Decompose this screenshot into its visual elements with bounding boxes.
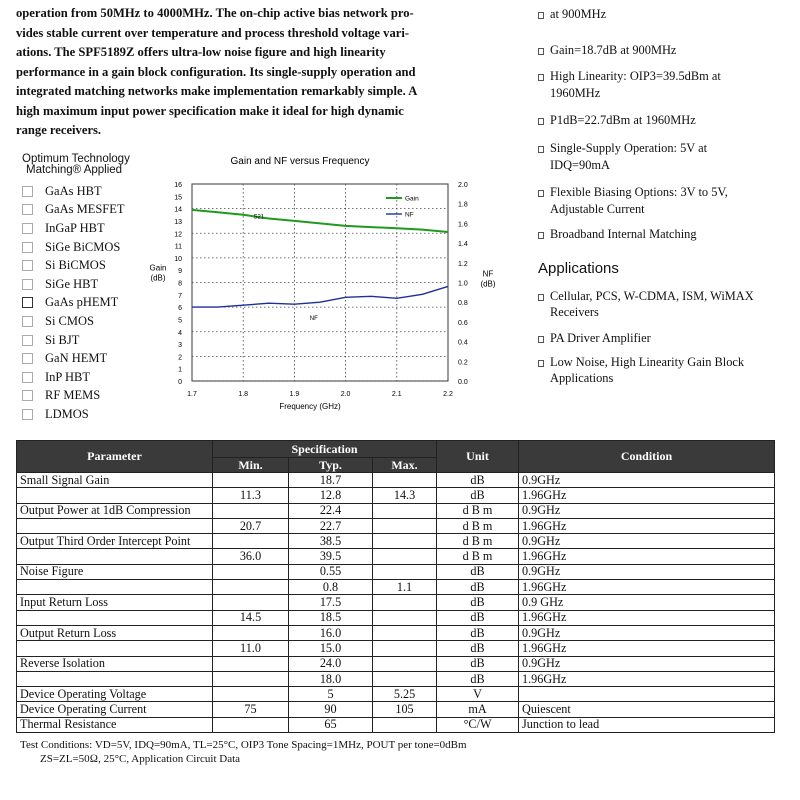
cell-max bbox=[373, 656, 437, 671]
cell-min: 11.0 bbox=[213, 641, 289, 656]
cell-typ: 5 bbox=[289, 687, 373, 702]
y-tick-right: 0.0 bbox=[458, 379, 468, 386]
table-row bbox=[17, 641, 775, 656]
test-conditions-footnote bbox=[20, 738, 467, 766]
cell-unit: dB bbox=[437, 641, 519, 656]
cell-unit: dB bbox=[437, 473, 519, 488]
technology-label: RF MEMS bbox=[45, 388, 101, 403]
cell-parameter: Thermal Resistance bbox=[17, 717, 213, 732]
y-tick-left: 13 bbox=[174, 218, 182, 226]
cell-min bbox=[213, 595, 289, 610]
cell-min bbox=[213, 534, 289, 549]
x-tick: 1.9 bbox=[289, 391, 300, 398]
technology-label: GaAs MESFET bbox=[45, 202, 125, 217]
cell-max: 105 bbox=[373, 702, 437, 717]
bullet-icon bbox=[538, 360, 544, 367]
technology-label: InGaP HBT bbox=[45, 220, 105, 235]
cell-condition: 0.9GHz bbox=[519, 625, 775, 640]
bullet-icon bbox=[538, 232, 544, 239]
cell-min bbox=[213, 671, 289, 686]
cell-unit: dB bbox=[437, 625, 519, 640]
intro-line: high maximum input power specification make it ideal for high dynamic bbox=[16, 103, 404, 118]
table-row bbox=[17, 717, 775, 732]
gain-nf-chart bbox=[140, 150, 510, 418]
checkbox-icon bbox=[22, 316, 33, 327]
x-axis-label: Frequency (GHz) bbox=[279, 402, 341, 411]
feature-item bbox=[538, 226, 770, 243]
cell-typ: 90 bbox=[289, 702, 373, 717]
cell-max bbox=[373, 503, 437, 518]
cell-max bbox=[373, 473, 437, 488]
application-item bbox=[538, 330, 770, 346]
y-tick-left: 0 bbox=[178, 379, 182, 386]
technology-label: Si CMOS bbox=[45, 313, 94, 328]
table-row bbox=[17, 656, 775, 671]
y-tick-left: 7 bbox=[178, 292, 182, 300]
table-row bbox=[17, 595, 775, 610]
cell-unit: dB bbox=[437, 564, 519, 579]
y-tick-left: 1 bbox=[178, 366, 182, 374]
cell-typ: 0.55 bbox=[289, 564, 373, 579]
technology-label: LDMOS bbox=[45, 406, 89, 421]
y-tick-right: 1.2 bbox=[458, 260, 468, 268]
cell-parameter bbox=[17, 549, 213, 564]
table-row bbox=[17, 702, 775, 717]
cell-unit: dB bbox=[437, 610, 519, 625]
y-tick-right: 2.0 bbox=[458, 182, 468, 189]
cell-condition: 1.96GHz bbox=[519, 641, 775, 656]
technology-title bbox=[22, 154, 130, 176]
cell-unit: dB bbox=[437, 595, 519, 610]
checkbox-icon bbox=[22, 409, 33, 420]
y-tick-right: 0.6 bbox=[458, 319, 468, 327]
cell-min bbox=[213, 687, 289, 702]
cell-unit: d B m bbox=[437, 503, 519, 518]
cell-condition: 1.96GHz bbox=[519, 671, 775, 686]
applications-title: Applications bbox=[538, 260, 619, 277]
technology-item bbox=[22, 182, 125, 201]
cell-max: 1.1 bbox=[373, 580, 437, 595]
feature-text: Broadband Internal Matching bbox=[550, 227, 697, 241]
cell-unit: d B m bbox=[437, 549, 519, 564]
table-row bbox=[17, 687, 775, 702]
cell-typ: 22.7 bbox=[289, 518, 373, 533]
cell-condition: 0.9GHz bbox=[519, 503, 775, 518]
cell-typ: 18.7 bbox=[289, 473, 373, 488]
y-axis-label-left-line2: (dB) bbox=[150, 273, 166, 283]
cell-parameter: Input Return Loss bbox=[17, 595, 213, 610]
cell-parameter bbox=[17, 518, 213, 533]
cell-unit: dB bbox=[437, 671, 519, 686]
footnote-line1: Test Conditions: VD=5V, IDQ=90mA, TL=25°C, OIP3 Tone Spacing=1MHz, POUT per tone=0dBm bbox=[20, 739, 467, 751]
cell-unit: V bbox=[437, 687, 519, 702]
feature-item bbox=[538, 112, 770, 129]
intro-line: range receivers. bbox=[16, 123, 102, 137]
application-text: PA Driver Amplifier bbox=[550, 331, 651, 345]
bullet-icon bbox=[538, 74, 544, 81]
intro-line: vides stable current over temperature and process threshold voltage vari- bbox=[16, 25, 410, 40]
feature-text: Gain=18.7dB at 900MHz bbox=[550, 43, 677, 57]
cell-condition: Quiescent bbox=[519, 702, 775, 717]
bullet-icon bbox=[538, 118, 544, 125]
cell-typ: 12.8 bbox=[289, 488, 373, 503]
cell-typ: 24.0 bbox=[289, 656, 373, 671]
y-tick-left: 3 bbox=[178, 342, 182, 350]
y-tick-right: 0.2 bbox=[458, 359, 468, 367]
x-tick: 2.1 bbox=[391, 391, 402, 398]
intro-paragraph bbox=[16, 4, 526, 141]
cell-max bbox=[373, 641, 437, 656]
header-parameter: Parameter bbox=[17, 441, 213, 473]
cell-condition: 1.96GHz bbox=[519, 518, 775, 533]
cell-max bbox=[373, 518, 437, 533]
cell-condition: 0.9 GHz bbox=[519, 595, 775, 610]
y-tick-left: 4 bbox=[178, 329, 182, 337]
cell-min: 20.7 bbox=[213, 518, 289, 533]
annotation-nf: NF bbox=[309, 315, 318, 322]
cell-unit: mA bbox=[437, 702, 519, 717]
technology-item bbox=[22, 275, 125, 294]
cell-typ: 18.0 bbox=[289, 671, 373, 686]
cell-min: 36.0 bbox=[213, 549, 289, 564]
cell-unit: dB bbox=[437, 656, 519, 671]
table-row bbox=[17, 534, 775, 549]
cell-parameter bbox=[17, 641, 213, 656]
cell-condition: 0.9GHz bbox=[519, 534, 775, 549]
cell-max bbox=[373, 625, 437, 640]
technology-item bbox=[22, 387, 125, 406]
cell-condition: Junction to lead bbox=[519, 717, 775, 732]
feature-item bbox=[538, 184, 770, 217]
cell-unit: °C/W bbox=[437, 717, 519, 732]
x-tick: 1.7 bbox=[187, 391, 197, 398]
technology-list bbox=[22, 182, 125, 424]
technology-item bbox=[22, 256, 125, 275]
technology-label: GaAs HBT bbox=[45, 183, 102, 198]
cell-condition: 1.96GHz bbox=[519, 580, 775, 595]
table-row bbox=[17, 580, 775, 595]
cell-condition: 0.9GHz bbox=[519, 473, 775, 488]
feature-item bbox=[538, 140, 770, 173]
feature-item bbox=[538, 68, 770, 101]
chart-title: Gain and NF versus Frequency bbox=[230, 156, 370, 167]
cell-condition: 0.9GHz bbox=[519, 564, 775, 579]
bullet-icon bbox=[538, 294, 544, 301]
intro-line: ations. The SPF5189Z offers ultra-low noise figure and high linearity bbox=[16, 45, 386, 59]
x-tick: 2.0 bbox=[340, 391, 351, 398]
checkbox-icon bbox=[22, 260, 33, 271]
annotation-s21: S21 bbox=[253, 214, 265, 221]
x-tick: 2.2 bbox=[443, 391, 453, 398]
technology-item bbox=[22, 331, 125, 350]
technology-item bbox=[22, 238, 125, 257]
cell-condition bbox=[519, 687, 775, 702]
cell-parameter: Device Operating Voltage bbox=[17, 687, 213, 702]
table-row bbox=[17, 518, 775, 533]
y-tick-left: 11 bbox=[174, 243, 182, 251]
header-max: Max. bbox=[373, 458, 437, 473]
checkbox-icon bbox=[22, 335, 33, 346]
header-min: Min. bbox=[213, 458, 289, 473]
intro-line: performance in a gain block configuration. Its single-supply operation and bbox=[16, 64, 416, 79]
technology-label: SiGe HBT bbox=[45, 276, 99, 291]
y-tick-left: 15 bbox=[174, 194, 182, 202]
spec-table bbox=[16, 440, 775, 733]
cell-min bbox=[213, 503, 289, 518]
cell-parameter: Output Power at 1dB Compression bbox=[17, 503, 213, 518]
cell-min bbox=[213, 625, 289, 640]
spec-table-body bbox=[17, 473, 775, 733]
cell-parameter: Small Signal Gain bbox=[17, 473, 213, 488]
bullet-icon bbox=[538, 12, 544, 19]
y-tick-left: 5 bbox=[178, 317, 182, 325]
intro-line: integrated matching networks make implementation remarkably simple. A bbox=[16, 84, 418, 98]
footnote-line2: ZS=ZL=50Ω, 25°C, Application Circuit Data bbox=[40, 753, 241, 765]
cell-unit: d B m bbox=[437, 534, 519, 549]
cell-parameter: Noise Figure bbox=[17, 564, 213, 579]
table-row bbox=[17, 473, 775, 488]
feature-item bbox=[538, 42, 770, 59]
application-item bbox=[538, 288, 770, 320]
y-tick-left: 9 bbox=[178, 268, 182, 276]
cell-unit: d B m bbox=[437, 518, 519, 533]
table-row bbox=[17, 488, 775, 503]
table-row bbox=[17, 503, 775, 518]
cell-typ: 38.5 bbox=[289, 534, 373, 549]
bullet-icon bbox=[538, 190, 544, 197]
table-row bbox=[17, 610, 775, 625]
technology-item bbox=[22, 219, 125, 238]
y-tick-left: 10 bbox=[174, 255, 182, 263]
technology-label: SiGe BiCMOS bbox=[45, 239, 121, 254]
technology-item bbox=[22, 312, 125, 331]
technology-label: InP HBT bbox=[45, 369, 91, 384]
feature-text: Single-Supply Operation: 5V at IDQ=90mA bbox=[550, 141, 708, 172]
y-tick-right: 1.8 bbox=[458, 201, 468, 209]
cell-parameter bbox=[17, 671, 213, 686]
checkbox-icon bbox=[22, 242, 33, 253]
cell-max bbox=[373, 549, 437, 564]
checkbox-icon bbox=[22, 186, 33, 197]
y-tick-left: 6 bbox=[178, 305, 182, 313]
cell-min: 11.3 bbox=[213, 488, 289, 503]
y-tick-left: 12 bbox=[174, 231, 182, 239]
cell-max: 14.3 bbox=[373, 488, 437, 503]
technology-item bbox=[22, 349, 125, 368]
cell-max: 5.25 bbox=[373, 687, 437, 702]
checkbox-icon bbox=[22, 204, 33, 215]
header-typ: Typ. bbox=[289, 458, 373, 473]
cell-condition: 1.96GHz bbox=[519, 549, 775, 564]
technology-item bbox=[22, 405, 125, 424]
technology-label: Si BiCMOS bbox=[45, 258, 106, 273]
cell-max bbox=[373, 717, 437, 732]
cell-max bbox=[373, 534, 437, 549]
legend-label-nf: NF bbox=[405, 211, 414, 219]
technology-label: GaN HEMT bbox=[45, 351, 108, 366]
y-tick-right: 1.0 bbox=[458, 280, 468, 288]
cell-condition: 1.96GHz bbox=[519, 610, 775, 625]
cell-typ: 65 bbox=[289, 717, 373, 732]
bullet-icon bbox=[538, 48, 544, 55]
y-axis-label-left-line1: Gain bbox=[149, 263, 167, 273]
technology-title-line2: Matching® Applied bbox=[26, 164, 123, 176]
technology-item bbox=[22, 368, 125, 387]
y-tick-left: 16 bbox=[174, 182, 182, 189]
header-unit: Unit bbox=[437, 441, 519, 473]
technology-item bbox=[22, 294, 125, 313]
cell-max bbox=[373, 671, 437, 686]
table-row bbox=[17, 549, 775, 564]
cell-parameter bbox=[17, 488, 213, 503]
cell-typ: 39.5 bbox=[289, 549, 373, 564]
cell-unit: dB bbox=[437, 580, 519, 595]
cell-max bbox=[373, 610, 437, 625]
bullet-icon bbox=[538, 146, 544, 153]
y-tick-right: 1.6 bbox=[458, 221, 468, 229]
y-tick-left: 14 bbox=[174, 206, 182, 214]
y-axis-label-right-line1: NF bbox=[482, 269, 494, 279]
cell-parameter: Output Return Loss bbox=[17, 625, 213, 640]
feature-text: Flexible Biasing Options: 3V to 5V, Adjustable Current bbox=[550, 185, 728, 216]
y-tick-left: 2 bbox=[178, 354, 182, 362]
feature-item bbox=[538, 6, 770, 23]
y-tick-left: 8 bbox=[178, 280, 182, 288]
cell-typ: 16.0 bbox=[289, 625, 373, 640]
cell-typ: 15.0 bbox=[289, 641, 373, 656]
cell-typ: 0.8 bbox=[289, 580, 373, 595]
cell-max bbox=[373, 564, 437, 579]
cell-max bbox=[373, 595, 437, 610]
application-item bbox=[538, 354, 770, 386]
cell-typ: 17.5 bbox=[289, 595, 373, 610]
checkbox-icon bbox=[22, 390, 33, 401]
header-condition: Condition bbox=[519, 441, 775, 473]
bullet-icon bbox=[538, 336, 544, 343]
cell-min bbox=[213, 717, 289, 732]
checkbox-icon bbox=[22, 297, 33, 308]
checkbox-icon bbox=[22, 223, 33, 234]
y-tick-right: 0.8 bbox=[458, 300, 468, 308]
technology-label: GaAs pHEMT bbox=[45, 295, 119, 310]
table-row bbox=[17, 564, 775, 579]
technology-label: Si BJT bbox=[45, 332, 80, 347]
feature-text: High Linearity: OIP3=39.5dBm at 1960MHz bbox=[550, 69, 721, 100]
cell-min bbox=[213, 656, 289, 671]
cell-typ: 22.4 bbox=[289, 503, 373, 518]
y-tick-right: 1.4 bbox=[458, 241, 468, 249]
cell-min bbox=[213, 580, 289, 595]
cell-min: 14.5 bbox=[213, 610, 289, 625]
technology-title-line1: Optimum Technology bbox=[22, 153, 130, 165]
cell-parameter: Output Third Order Intercept Point bbox=[17, 534, 213, 549]
intro-line: operation from 50MHz to 4000MHz. The on-chip active bias network pro- bbox=[16, 6, 414, 20]
cell-unit: dB bbox=[437, 488, 519, 503]
application-text: Cellular, PCS, W-CDMA, ISM, WiMAX Receivers bbox=[550, 289, 754, 319]
table-row bbox=[17, 625, 775, 640]
cell-min bbox=[213, 564, 289, 579]
cell-parameter: Reverse Isolation bbox=[17, 656, 213, 671]
legend-label-gain: Gain bbox=[405, 195, 419, 203]
header-specification: Specification bbox=[213, 441, 437, 458]
checkbox-icon bbox=[22, 279, 33, 290]
checkbox-icon bbox=[22, 372, 33, 383]
checkbox-icon bbox=[22, 353, 33, 364]
cell-min: 75 bbox=[213, 702, 289, 717]
table-row bbox=[17, 671, 775, 686]
technology-item bbox=[22, 201, 125, 220]
cell-typ: 18.5 bbox=[289, 610, 373, 625]
feature-text: P1dB=22.7dBm at 1960MHz bbox=[550, 113, 696, 127]
feature-text: at 900MHz bbox=[550, 7, 607, 21]
cell-parameter: Device Operating Current bbox=[17, 702, 213, 717]
y-axis-label-right-line2: (dB) bbox=[480, 279, 496, 289]
cell-parameter bbox=[17, 610, 213, 625]
cell-condition: 0.9GHz bbox=[519, 656, 775, 671]
cell-condition: 1.96GHz bbox=[519, 488, 775, 503]
cell-min bbox=[213, 473, 289, 488]
y-tick-right: 0.4 bbox=[458, 339, 468, 347]
x-tick: 1.8 bbox=[238, 391, 249, 398]
application-text: Low Noise, High Linearity Gain Block Applications bbox=[550, 355, 745, 385]
cell-parameter bbox=[17, 580, 213, 595]
